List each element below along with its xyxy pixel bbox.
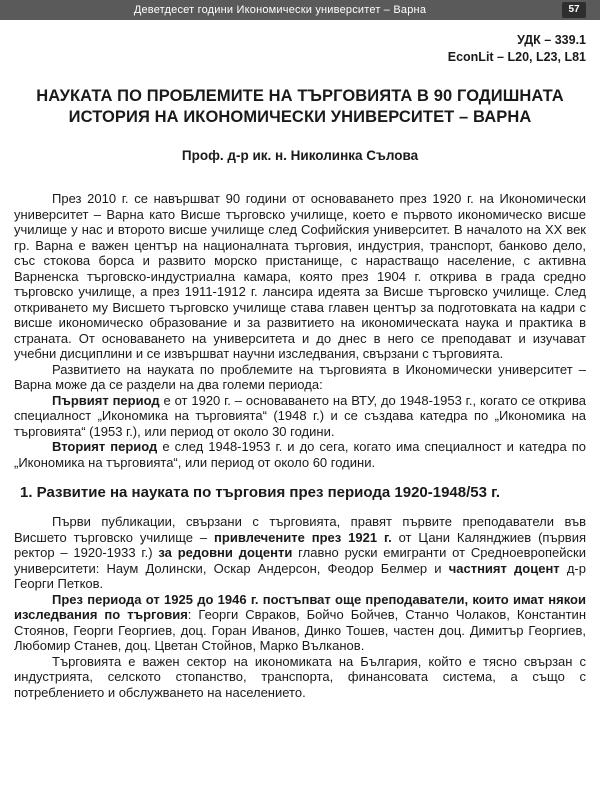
second-period-text: е след 1948-1953 г. и до сега, когато има специалност и катедра по „Икономика на търговията“, или период от около 60 години. bbox=[14, 439, 586, 470]
paragraph-4 bbox=[14, 439, 586, 470]
paragraph-7: Търговията е важен сектор на икономиката на България, който е тясно свързан с индустрията, селското стопанство, транспорта, финансовата система, а също с потреблението и обслужването на населението. bbox=[14, 653, 586, 700]
paragraph-6 bbox=[14, 592, 586, 654]
paragraph-5 bbox=[14, 514, 586, 592]
running-title: Деветдесет години Икономически университет – Варна bbox=[133, 4, 427, 16]
paragraph-5-text-c: от Цани Калянджиев (първия ректор – 1920-1933 г.) bbox=[14, 529, 587, 560]
paragraph-1: През 2010 г. се навършват 90 години от основаването през 1920 г. на Икономически университет – Варна като Висше търговско училище, което е първото икономическо висше училище у нас и второто висше училище след Софийския университет. В началото на XX век гр. Варна е важен център на националната търговия, индустрия, транспорт, банково дело, със стокова борса и развито морско пристанище, с нарастващо население, с активна Варненска търговско-индустриална камара, която през 1904 г. открива в града средно търговско училище, а през 1911-1912 г. лансира идеята за Висше търговско училище. След откриването му Висшето търговско училище става главен център за подготовката на кадри с висше икономическо образование и за развитието на икономическата наука и практика в страната. От основаването на университета и до днес в него се преподават и изучават учебни дисциплини и се извършват научни изследвания, свързани с търговията. bbox=[14, 191, 586, 361]
article-title bbox=[14, 86, 586, 128]
udc-code: УДК – 339.1 bbox=[517, 33, 586, 47]
paragraph-6-text: : Георги Свраков, Бойчо Бойчев, Станчо Чолаков, Константин Стоянов, Георги Георгиев, доц. Горан Иванов, Динко Тошев, частен доц. Димитър Георгиев, Любомир Станев, доц. Цветан Стойнов, Марко Вълканов. bbox=[14, 607, 586, 653]
article-title-line-1: НАУКАТА ПО ПРОБЛЕМИТЕ НА ТЪРГОВИЯТА В 90 ГОДИШНАТА bbox=[36, 87, 564, 105]
section-heading: 1. Развитие на науката по търговия през периода 1920-1948/53 г. bbox=[20, 484, 501, 501]
author-name: Проф. д-р ик. н. Николинка Сълова bbox=[181, 148, 419, 163]
paragraph-6-bold: През периода от 1925 до 1946 г. постъпват още преподаватели, които имат някои изследвания по търговия bbox=[14, 591, 586, 622]
paragraph-5-text-d: главно руски емигранти от Средноевропейски университети: Наум Долински, Оскар Андерсон, Феодор Белмер и bbox=[14, 545, 587, 576]
econlit-code: EconLit – L20, L23, L81 bbox=[447, 50, 586, 64]
first-period-label: Първият период bbox=[52, 392, 160, 408]
second-period-label: Вторият период bbox=[52, 439, 158, 454]
paragraph-3 bbox=[14, 393, 586, 440]
paragraph-5-bold-2: за редовни доценти bbox=[158, 545, 293, 560]
paragraph-2: Развитието на науката по проблемите на търговията в Икономически университет – Варна може да се раздели на два големи периода: bbox=[14, 361, 586, 392]
article-title-line-2: ИСТОРИЯ НА ИКОНОМИЧЕСКИ УНИВЕРСИТЕТ – ВАРНА bbox=[68, 108, 532, 126]
paragraph-5-bold-3: частният доцент bbox=[448, 560, 560, 576]
article-body bbox=[14, 191, 586, 700]
first-period-text: е от 1920 г. – основаването на ВТУ, до 1948-1953 г., когато се открива специалност „Икономика на търговията“ (1948 г.) и се създава катедра по „Икономика на търговията“ (1953 г.), или период от около 30 години. bbox=[14, 392, 586, 439]
running-header bbox=[0, 0, 600, 20]
paragraph-5-bold-1: привлечените през 1921 г. bbox=[214, 529, 392, 545]
paragraph-5-text-e: д-р Георги Петков. bbox=[14, 560, 586, 591]
classification-codes bbox=[448, 32, 586, 66]
paragraph-5-text-a: Първи публикации, свързани с търговията, правят първите преподаватели във Висшето търговско училище – bbox=[14, 514, 586, 545]
page-number: 57 bbox=[562, 2, 586, 18]
